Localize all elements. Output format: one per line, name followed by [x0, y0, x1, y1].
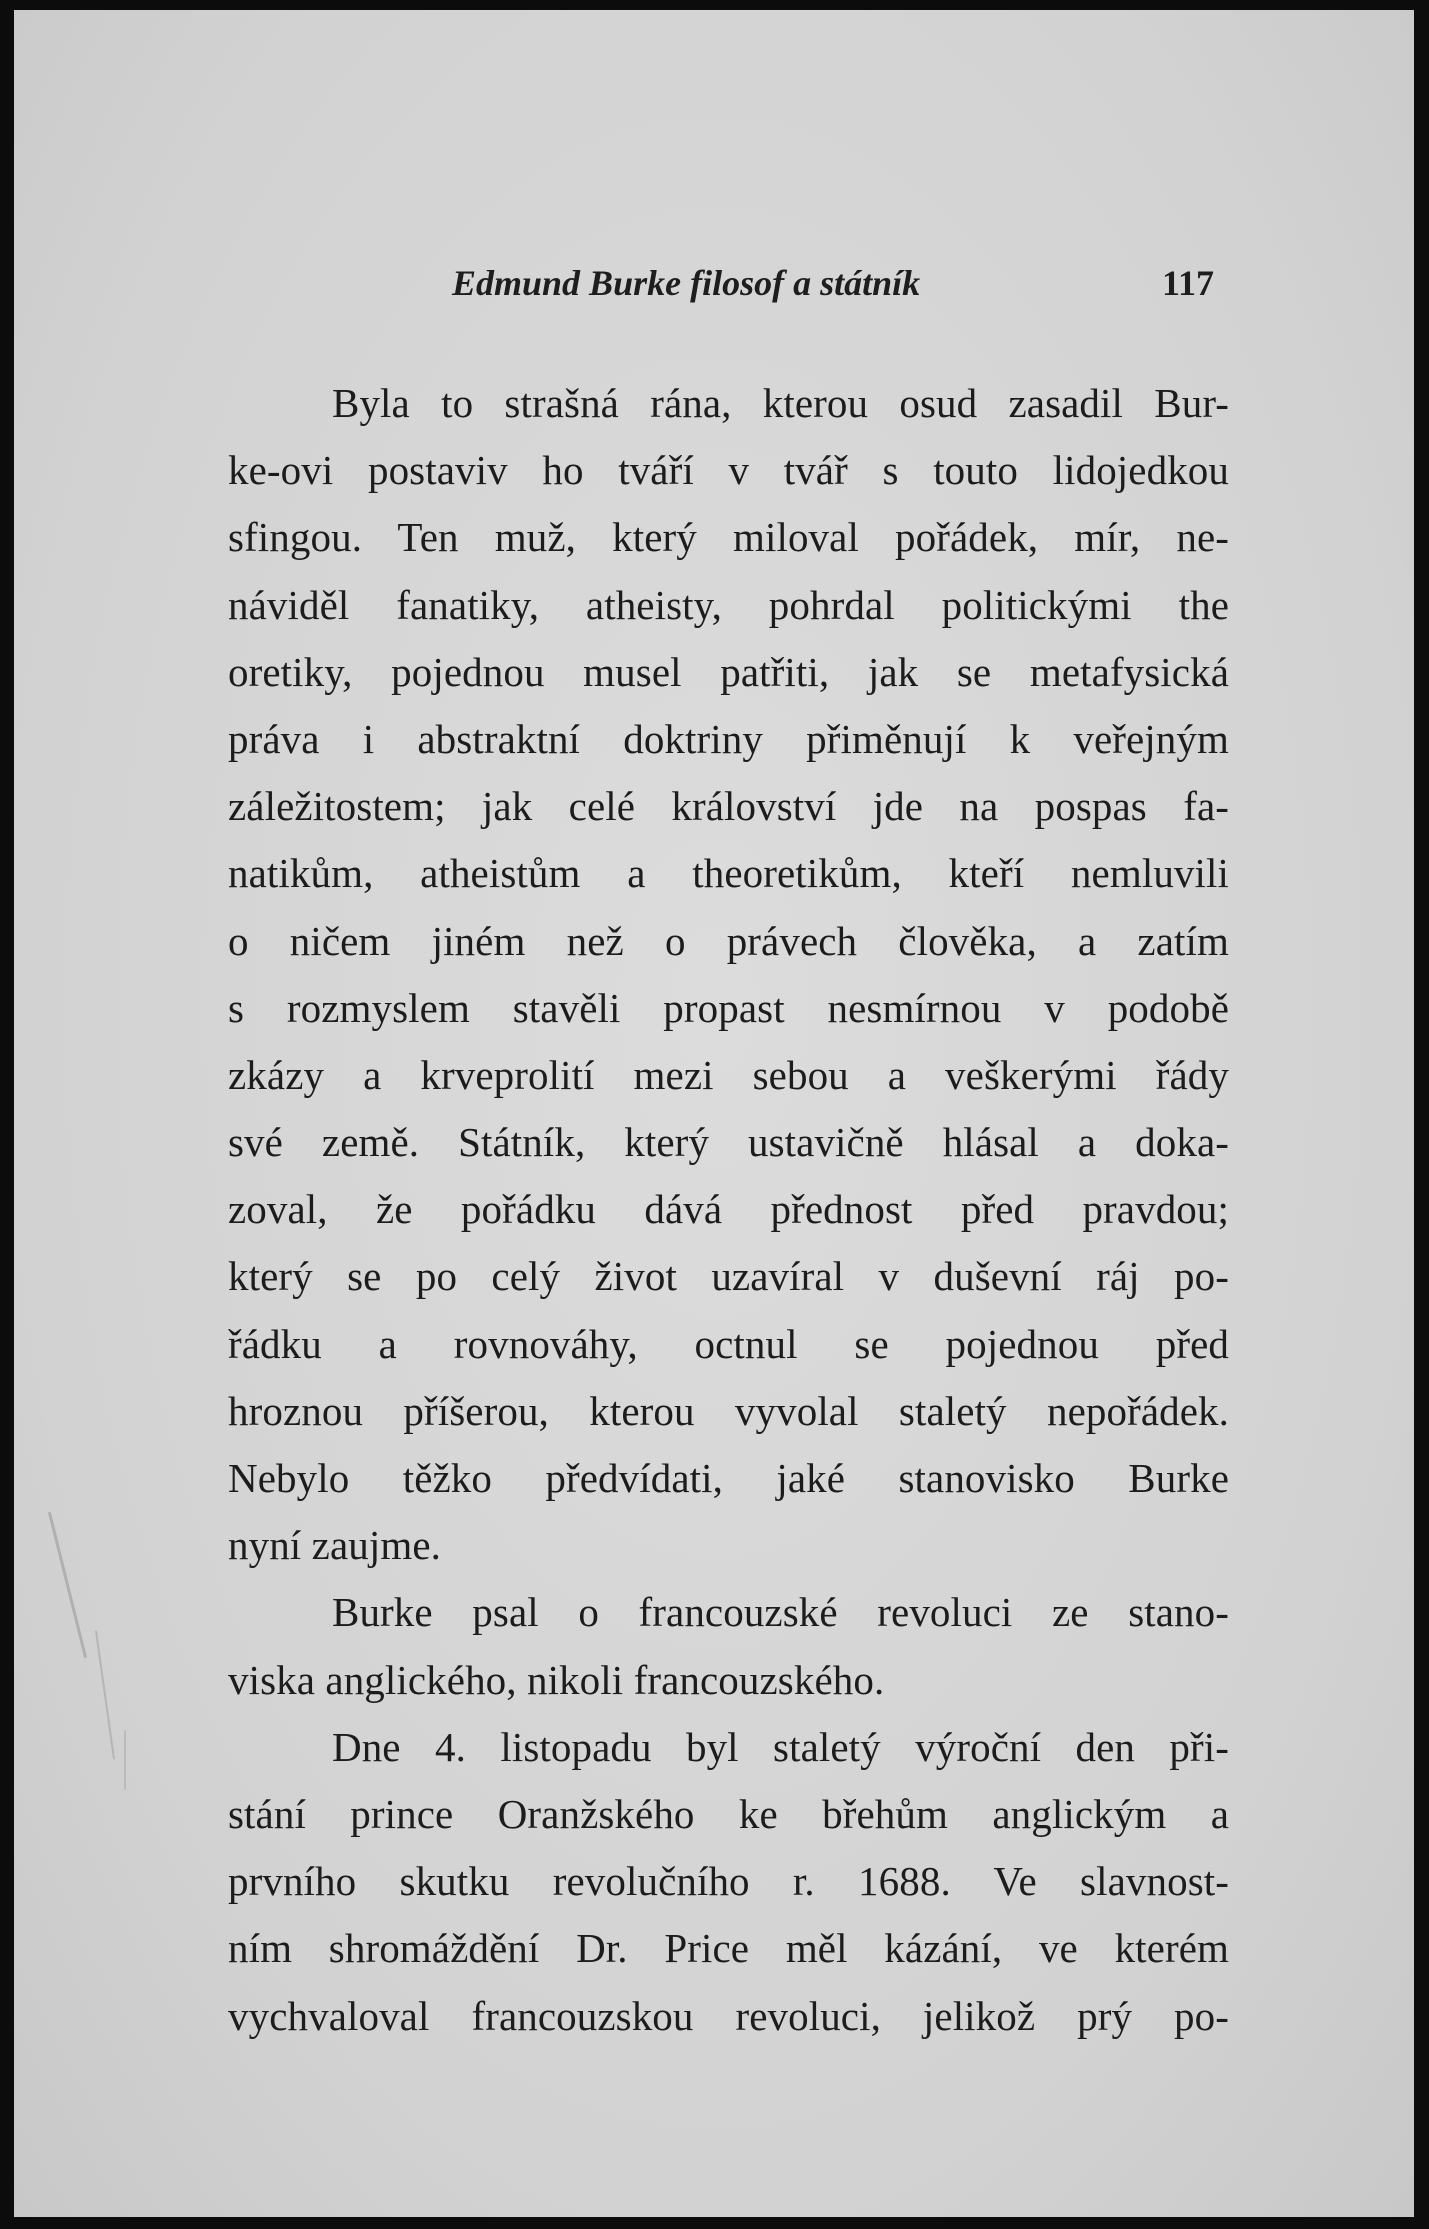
text-line: řádku a rovnováhy, octnul se pojednou před — [228, 1320, 1229, 1367]
text-line: oretiky, pojednou musel patřiti, jak se metafysická — [228, 648, 1229, 695]
page-number: 117 — [1162, 263, 1215, 303]
text-line: sfingou. Ten muž, který miloval pořádek, mír, ne- — [228, 514, 1229, 561]
text-line: o ničem jiném než o právech člověka, a zatím — [228, 917, 1229, 964]
text-line: ním shromáždění Dr. Price měl kázání, ve kterém — [228, 1925, 1229, 1972]
text-line: své země. Státník, který ustavičně hlásal a doka- — [228, 1119, 1229, 1166]
body-text — [228, 370, 1229, 2050]
running-title: Edmund Burke filosof a státník — [452, 263, 921, 303]
page-header — [14, 262, 1414, 322]
scan-mark — [95, 1630, 115, 1759]
text-line: náviděl fanatiky, atheisty, pohrdal politickými the — [228, 581, 1229, 628]
text-line: ke-ovi postaviv ho tváří v tvář s touto lidojedkou — [228, 447, 1229, 494]
text-line: Nebylo těžko předvídati, jaké stanovisko Burke — [228, 1455, 1229, 1501]
text-line: vychvaloval francouzskou revoluci, jelikož prý po- — [228, 1992, 1229, 2039]
text-line: zoval, že pořádku dává přednost před pravdou; — [228, 1186, 1229, 1233]
book-page — [14, 10, 1414, 2217]
text-line: Burke psal o francouzské revoluci ze stano- — [332, 1589, 1229, 1636]
text-line: hroznou příšerou, kterou vyvolal staletý nepořádek. — [228, 1387, 1229, 1434]
text-line: práva i abstraktní doktriny přiměnují k veřejným — [228, 715, 1229, 762]
text-line: zkázy a krveprolití mezi sebou a veškerými řády — [228, 1051, 1229, 1098]
text-line: nyní zaujme. — [228, 1522, 441, 1569]
text-line: stání prince Oranžského ke břehům anglickým a — [228, 1790, 1229, 1837]
text-line: záležitostem; jak celé království jde na pospas fa- — [228, 783, 1229, 830]
scan-mark — [48, 1512, 87, 1658]
text-line: prvního skutku revolučního r. 1688. Ve slavnost- — [228, 1858, 1229, 1905]
text-line: natikům, atheistům a theoretikům, kteří nemluvili — [228, 850, 1229, 897]
text-line: s rozmyslem stavěli propast nesmírnou v podobě — [228, 984, 1229, 1031]
text-line: viska anglického, nikoli francouzského. — [228, 1656, 885, 1703]
text-line: Byla to strašná rána, kterou osud zasadil Bur- — [332, 380, 1229, 426]
scan-mark — [124, 1730, 126, 1790]
text-line: který se po celý život uzavíral v duševní ráj po- — [228, 1253, 1229, 1300]
text-line: Dne 4. listopadu byl staletý výroční den při- — [332, 1723, 1229, 1770]
